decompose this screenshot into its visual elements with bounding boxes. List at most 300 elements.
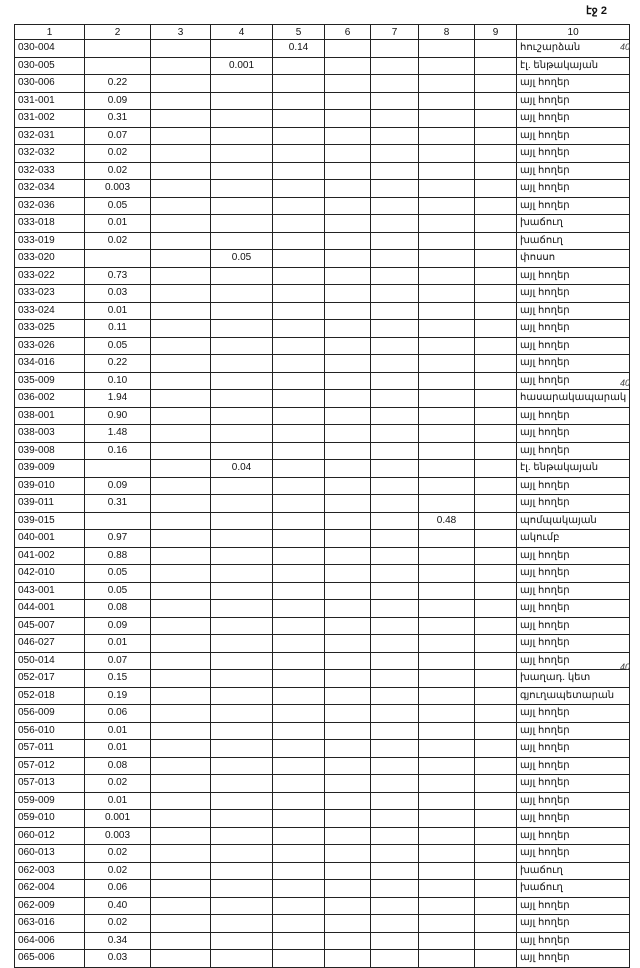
parcel-code-cell: 039-008 [15,442,85,460]
value-cell: 0.04 [211,460,273,478]
value-cell: 0.05 [85,197,151,215]
value-cell [419,687,475,705]
land-use-cell: խաղադ. կետ [517,670,630,688]
table-row [15,460,630,478]
value-cell [419,652,475,670]
value-cell [273,162,325,180]
value-cell [151,372,211,390]
value-cell: 0.09 [85,617,151,635]
value-cell [211,495,273,513]
land-use-cell: այլ հողեր [517,722,630,740]
value-cell [325,600,371,618]
value-cell [211,652,273,670]
value-cell [325,162,371,180]
land-use-cell: այլ հողեր [517,127,630,145]
value-cell [419,897,475,915]
column-header-1: 1 [15,25,85,40]
land-use-cell: այլ հողեր [517,145,630,163]
value-cell [151,600,211,618]
table-row [15,92,630,110]
value-cell [419,442,475,460]
value-cell [371,635,419,653]
value-cell [273,827,325,845]
value-cell [475,512,517,530]
value-cell [273,267,325,285]
value-cell: 0.01 [85,215,151,233]
parcel-code-cell: 039-010 [15,477,85,495]
table-row [15,617,630,635]
land-use-cell: այլ հողեր [517,950,630,968]
value-cell [475,92,517,110]
table-row [15,722,630,740]
column-header-3: 3 [151,25,211,40]
parcel-code-cell: 062-009 [15,897,85,915]
parcel-code-cell: 030-006 [15,75,85,93]
parcel-code-cell: 039-011 [15,495,85,513]
value-cell: 0.73 [85,267,151,285]
table-row [15,530,630,548]
land-use-cell: այլ հողեր [517,355,630,373]
value-cell [211,897,273,915]
parcel-code-cell: 036-002 [15,390,85,408]
value-cell [211,670,273,688]
value-cell [325,827,371,845]
column-header-10: 10 [517,25,630,40]
table-row [15,495,630,513]
value-cell [85,57,151,75]
value-cell [273,687,325,705]
value-cell [211,740,273,758]
value-cell [211,932,273,950]
value-cell [475,530,517,548]
value-cell [475,460,517,478]
value-cell [211,635,273,653]
value-cell [371,757,419,775]
value-cell [325,355,371,373]
column-header-6: 6 [325,25,371,40]
value-cell [371,582,419,600]
value-cell [211,145,273,163]
value-cell [325,810,371,828]
value-cell: 0.16 [85,442,151,460]
value-cell [475,547,517,565]
value-cell [475,722,517,740]
value-cell [325,530,371,548]
value-cell [85,40,151,58]
land-use-cell: էլ. ենթակայան [517,460,630,478]
value-cell: 0.11 [85,320,151,338]
value-cell [325,110,371,128]
value-cell [211,617,273,635]
value-cell [151,477,211,495]
value-cell [273,652,325,670]
value-cell [151,355,211,373]
value-cell [325,477,371,495]
value-cell [211,530,273,548]
value-cell: 0.06 [85,880,151,898]
value-cell [419,705,475,723]
value-cell [475,372,517,390]
land-use-cell: խաճուղ [517,862,630,880]
parcel-code-cell: 032-033 [15,162,85,180]
parcel-code-cell: 065-006 [15,950,85,968]
value-cell [475,740,517,758]
value-cell [371,425,419,443]
land-use-cell: այլ հողեր [517,635,630,653]
table-row [15,127,630,145]
parcel-code-cell: 062-004 [15,880,85,898]
value-cell [325,57,371,75]
value-cell: 0.01 [85,635,151,653]
value-cell [273,670,325,688]
land-use-cell: այլ հողեր [517,425,630,443]
value-cell: 0.01 [85,722,151,740]
land-use-cell: այլ հողեր [517,320,630,338]
table-row [15,180,630,198]
value-cell [273,285,325,303]
value-cell [211,512,273,530]
value-cell [211,757,273,775]
column-header-5: 5 [273,25,325,40]
land-use-cell: այլ հողեր [517,180,630,198]
table-row [15,757,630,775]
table-row [15,547,630,565]
value-cell [419,530,475,548]
value-cell [371,302,419,320]
table-row [15,477,630,495]
table-row [15,845,630,863]
value-cell [85,512,151,530]
value-cell [371,950,419,968]
value-cell: 0.88 [85,547,151,565]
value-cell [151,495,211,513]
table-row [15,565,630,583]
value-cell [151,390,211,408]
value-cell [325,757,371,775]
value-cell [419,355,475,373]
value-cell [151,950,211,968]
value-cell [151,92,211,110]
land-use-cell: այլ հողեր [517,705,630,723]
value-cell [371,267,419,285]
parcel-code-cell: 032-032 [15,145,85,163]
table-row [15,372,630,390]
value-cell [273,425,325,443]
value-cell [419,477,475,495]
value-cell [325,950,371,968]
table-row [15,897,630,915]
land-use-cell: այլ հողեր [517,75,630,93]
value-cell: 0.01 [85,740,151,758]
value-cell [419,215,475,233]
land-use-cell: այլ հողեր [517,337,630,355]
parcel-code-cell: 040-001 [15,530,85,548]
value-cell [419,880,475,898]
value-cell [211,285,273,303]
value-cell [419,232,475,250]
value-cell [151,757,211,775]
value-cell [211,162,273,180]
column-header-4: 4 [211,25,273,40]
parcel-code-cell: 032-031 [15,127,85,145]
value-cell [475,810,517,828]
value-cell [325,302,371,320]
value-cell [325,40,371,58]
value-cell [273,145,325,163]
value-cell [419,932,475,950]
value-cell [325,635,371,653]
value-cell [419,162,475,180]
table-row [15,775,630,793]
value-cell [419,250,475,268]
value-cell [273,845,325,863]
table-row [15,740,630,758]
value-cell [211,775,273,793]
value-cell [151,285,211,303]
value-cell [151,407,211,425]
margin-note: 40 [620,42,631,52]
table-row [15,407,630,425]
value-cell: 0.05 [85,565,151,583]
value-cell [151,565,211,583]
value-cell [151,40,211,58]
parcel-code-cell: 033-022 [15,267,85,285]
value-cell [273,810,325,828]
margin-note: 40 [620,378,631,388]
value-cell [151,57,211,75]
value-cell [151,705,211,723]
value-cell [325,460,371,478]
value-cell [273,775,325,793]
value-cell [419,460,475,478]
value-cell [211,687,273,705]
value-cell [475,757,517,775]
parcel-code-cell: 059-009 [15,792,85,810]
land-use-cell: այլ հողեր [517,372,630,390]
value-cell [273,110,325,128]
value-cell [273,792,325,810]
value-cell [419,827,475,845]
value-cell [419,565,475,583]
land-use-cell: ակումբ [517,530,630,548]
value-cell [273,705,325,723]
land-use-cell: այլ հողեր [517,442,630,460]
parcel-code-cell: 046-027 [15,635,85,653]
table-row [15,390,630,408]
value-cell [273,582,325,600]
value-cell [475,337,517,355]
land-use-cell: այլ հողեր [517,897,630,915]
parcel-code-cell: 050-014 [15,652,85,670]
value-cell [273,390,325,408]
land-use-cell: խաճուղ [517,880,630,898]
value-cell [273,442,325,460]
value-cell [475,442,517,460]
value-cell: 0.06 [85,705,151,723]
value-cell [211,355,273,373]
value-cell [371,40,419,58]
value-cell [211,232,273,250]
value-cell [475,355,517,373]
parcel-code-cell: 033-019 [15,232,85,250]
parcel-code-cell: 041-002 [15,547,85,565]
value-cell [211,407,273,425]
value-cell [371,670,419,688]
table-row [15,267,630,285]
value-cell [325,512,371,530]
value-cell [419,197,475,215]
land-use-cell: այլ հողեր [517,757,630,775]
value-cell [419,635,475,653]
table-row [15,862,630,880]
parcel-code-cell: 030-004 [15,40,85,58]
value-cell [85,250,151,268]
value-cell [151,302,211,320]
table-row [15,197,630,215]
land-use-cell: հասարակապարակ [517,390,630,408]
value-cell [325,565,371,583]
value-cell [475,250,517,268]
parcel-code-cell: 045-007 [15,617,85,635]
value-cell [371,845,419,863]
land-use-cell: այլ հողեր [517,495,630,513]
value-cell [151,110,211,128]
value-cell [419,425,475,443]
table-row [15,670,630,688]
value-cell [475,617,517,635]
value-cell [273,600,325,618]
value-cell [371,810,419,828]
value-cell [475,180,517,198]
value-cell [475,582,517,600]
value-cell [211,950,273,968]
value-cell [325,775,371,793]
parcel-code-cell: 052-018 [15,687,85,705]
value-cell [371,145,419,163]
table-row [15,950,630,968]
value-cell [419,670,475,688]
value-cell: 0.07 [85,652,151,670]
land-use-cell: այլ հողեր [517,267,630,285]
value-cell [211,845,273,863]
value-cell: 0.03 [85,285,151,303]
value-cell [475,635,517,653]
value-cell [211,915,273,933]
table-row [15,302,630,320]
value-cell [475,40,517,58]
value-cell [419,337,475,355]
value-cell [151,197,211,215]
value-cell [325,425,371,443]
value-cell [151,162,211,180]
parcel-code-cell: 060-013 [15,845,85,863]
table-row [15,425,630,443]
value-cell [151,617,211,635]
value-cell [419,950,475,968]
value-cell [211,40,273,58]
table-row [15,355,630,373]
value-cell [371,337,419,355]
value-cell: 0.90 [85,407,151,425]
value-cell [475,932,517,950]
value-cell: 0.03 [85,950,151,968]
value-cell [475,110,517,128]
value-cell: 0.97 [85,530,151,548]
parcel-code-cell: 035-009 [15,372,85,390]
value-cell [325,722,371,740]
value-cell [273,740,325,758]
value-cell [475,652,517,670]
land-use-cell: այլ հողեր [517,827,630,845]
value-cell [475,267,517,285]
value-cell [325,687,371,705]
parcel-code-cell: 038-003 [15,425,85,443]
value-cell [475,407,517,425]
value-cell [325,320,371,338]
value-cell [419,75,475,93]
value-cell: 0.19 [85,687,151,705]
value-cell [419,757,475,775]
value-cell [371,127,419,145]
value-cell [371,442,419,460]
value-cell [325,267,371,285]
value-cell [273,880,325,898]
value-cell [273,915,325,933]
value-cell [419,390,475,408]
table-row [15,635,630,653]
column-header-2: 2 [85,25,151,40]
value-cell [151,810,211,828]
value-cell [475,915,517,933]
land-use-cell: այլ հողեր [517,285,630,303]
value-cell [211,547,273,565]
value-cell [371,897,419,915]
value-cell [371,407,419,425]
land-use-cell: այլ հողեր [517,302,630,320]
table-row [15,250,630,268]
value-cell [151,337,211,355]
land-use-cell: այլ հողեր [517,92,630,110]
value-cell [371,600,419,618]
land-use-cell: պոմպակայան [517,512,630,530]
parcel-code-cell: 044-001 [15,600,85,618]
value-cell: 0.02 [85,232,151,250]
value-cell [273,57,325,75]
value-cell: 0.34 [85,932,151,950]
parcel-code-cell: 033-025 [15,320,85,338]
value-cell [151,582,211,600]
value-cell: 0.01 [85,792,151,810]
value-cell [325,215,371,233]
value-cell [371,565,419,583]
value-cell [211,792,273,810]
value-cell [475,127,517,145]
value-cell [419,92,475,110]
value-cell [371,162,419,180]
value-cell [371,477,419,495]
value-cell [273,950,325,968]
parcel-code-cell: 060-012 [15,827,85,845]
value-cell [419,40,475,58]
land-use-cell: այլ հողեր [517,740,630,758]
land-use-cell: այլ հողեր [517,197,630,215]
value-cell [211,92,273,110]
value-cell [325,495,371,513]
land-use-cell: այլ հողեր [517,565,630,583]
value-cell [371,460,419,478]
value-cell [475,145,517,163]
parcel-code-cell: 064-006 [15,932,85,950]
